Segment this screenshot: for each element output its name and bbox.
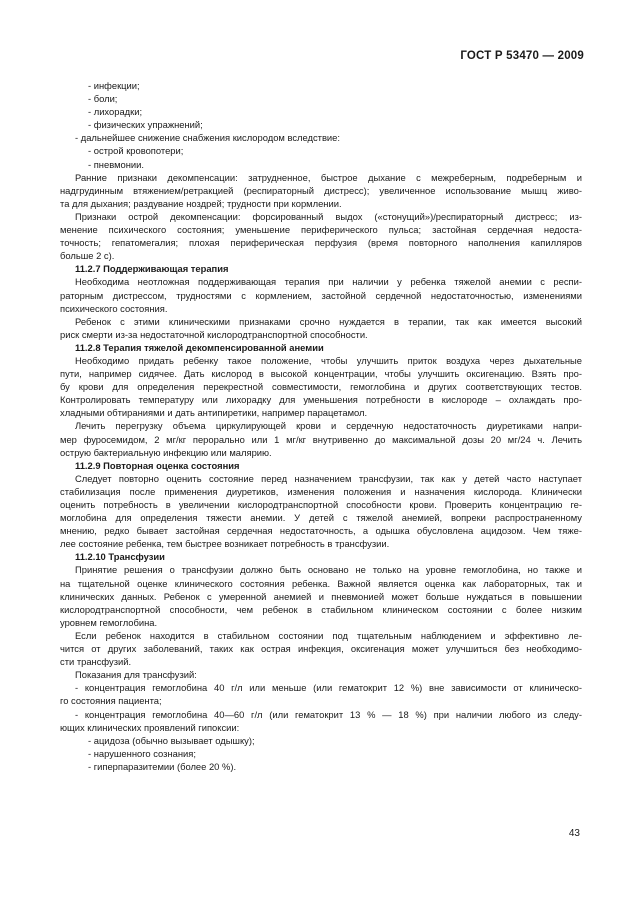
text-line: кислородтранспортной способности, чем ребенок в стабильном клиническом состоянии с более низким (60, 603, 582, 615)
text-line: лее состояние ребенка, тем быстрее возникает потребность в трансфузии. (60, 538, 390, 550)
document-header: ГОСТ Р 53470 — 2009 (460, 50, 584, 62)
text-line: сти трансфузий. (60, 656, 132, 668)
section-heading: 11.2.8 Терапия тяжелой декомпенсированной анемии (75, 341, 324, 353)
text-line: - ацидоза (обычно вызывает одышку); (88, 734, 255, 746)
text-line: Следует повторно оценить состояние перед назначением трансфузии, так как у детей часто наступает (75, 472, 582, 484)
text-line: уровнем гемоглобина. (60, 616, 158, 628)
text-line: - гиперпаразитемии (более 20 %). (88, 760, 237, 772)
text-line: Принятие решения о трансфузии должно быть основано не только на уровне гемоглобина, но также и (75, 564, 582, 576)
text-line: острую бактериальную инфекцию или малярию. (60, 446, 272, 458)
text-line: Необходимо придать ребенку такое положение, чтобы улучшить приток воздуха через дыхательные (75, 354, 582, 366)
text-line: го состояния пациента; (60, 695, 162, 707)
text-line: - нарушенного сознания; (88, 747, 196, 759)
text-line: мер фуросемидом, 2 мг/кг перорально или 1 мг/кг внутривенно до максимальной дозы 20 мг/24 ч. Лечить (60, 433, 582, 445)
section-heading: 11.2.10 Трансфузии (75, 551, 165, 563)
text-line: психического состояния. (60, 302, 168, 314)
text-line: менение психического состояния; уменьшение периферического пульса; застойная сердечная недоста- (60, 224, 582, 236)
text-line: точность; гепатомегалия; плохая периферическая перфузия (время повторного наполнения капилляров (60, 237, 582, 249)
text-line: ющих клинических проявлений гипоксии: (60, 721, 240, 733)
text-line: на тщательной оценке клинического состояния ребенка. Важной является оценка как лабораторных, так и (60, 577, 582, 589)
text-line: - концентрация гемоглобина 40—60 г/л (или гематокрит 13 % — 18 %) при наличии любого из следу- (75, 708, 582, 720)
text-line: - острой кровопотери; (88, 145, 184, 157)
text-line: - боли; (88, 93, 118, 105)
page-number: 43 (568, 828, 580, 839)
text-line: мнению, редко бывает застойная сердечная недостаточность, а одышка обусловлена ацидозом. Чем тяже- (60, 525, 582, 537)
text-line: - дальнейшее снижение снабжения кислородом вследствие: (75, 132, 340, 144)
text-line: хладными обтираниями и дать антипиретики, например парацетамол. (60, 407, 368, 419)
text-line: - физических упражнений; (88, 119, 203, 131)
text-line: моглобина для определения тяжести анемии. У детей с тяжелой анемией, вопреки распространенному (60, 512, 582, 524)
text-line: пути, например сидячее. Дать кислород в высокой концентрации, чтобы улучшить оксигенацию. Взять про- (60, 368, 582, 380)
text-line: Необходима неотложная поддерживающая терапия при наличии у ребенка тяжелой анемии с респи- (75, 276, 582, 288)
text-line: Если ребенок находится в стабильном состоянии под тщательным наблюдением и эффективно ле- (75, 629, 582, 641)
text-line: раторным дистрессом, трудностями с кормлением, застойной сердечной недостаточностью, изменениями (60, 289, 582, 301)
document-body (60, 79, 582, 773)
text-line: стабилизация после применения диуретиков, изменения положения и назначения кислорода. Клинически (60, 485, 582, 497)
text-line: надгрудинным втяжением/ретракцией (респираторный дистресс); увеличенное использование мышц живо- (60, 184, 582, 196)
section-heading: 11.2.9 Повторная оценка состояния (75, 459, 240, 471)
text-line: чится от других заболеваний, таких как острая инфекция, оксигенация может улучшиться без необходимо- (60, 643, 582, 655)
text-line: Ребенок с этими клиническими признаками срочно нуждается в терапии, так как имеется высокий (75, 315, 582, 327)
text-line: риск смерти из-за недостаточной кислородтранспортной способности. (60, 328, 368, 340)
text-line: - концентрация гемоглобина 40 г/л или меньше (или гематокрит 12 %) вне зависимости от клиническо- (75, 682, 582, 694)
text-line: клинических данных. Ребенок с умеренной анемией и пневмонией может больше нуждаться в повышении (60, 590, 582, 602)
text-line: оценить потребность в увеличении кислородтранспортной способности крови. Проверить концентрацию ге- (60, 499, 582, 510)
text-line: больше 2 с). (60, 250, 115, 262)
text-line: та для дыхания; раздувание ноздрей; трудности при кормлении. (60, 197, 342, 209)
text-line: Ранние признаки декомпенсации: затрудненное, быстрое дыхание с межреберным, подреберным и (75, 171, 582, 183)
text-line: бу крови для определения перекрестной совместимости, гемоглобина и других соответствующих тестов. (60, 381, 582, 393)
text-line: - пневмонии. (88, 158, 144, 170)
section-heading: 11.2.7 Поддерживающая терапия (75, 263, 229, 275)
text-line: Признаки острой декомпенсации: форсированный выдох («стонущий»)/респираторный дистресс; из- (75, 210, 582, 222)
text-line: Лечить перегрузку объема циркулирующей крови и сердечную недостаточность диуретиками напри- (75, 420, 582, 432)
text-line: - лихорадки; (88, 106, 143, 118)
text-line: - инфекции; (88, 80, 140, 91)
text-line: Показания для трансфузий: (75, 669, 197, 681)
text-line: Контролировать температуру или лихорадку для уменьшения потребности в кислороде – охлаждать про- (60, 394, 582, 406)
